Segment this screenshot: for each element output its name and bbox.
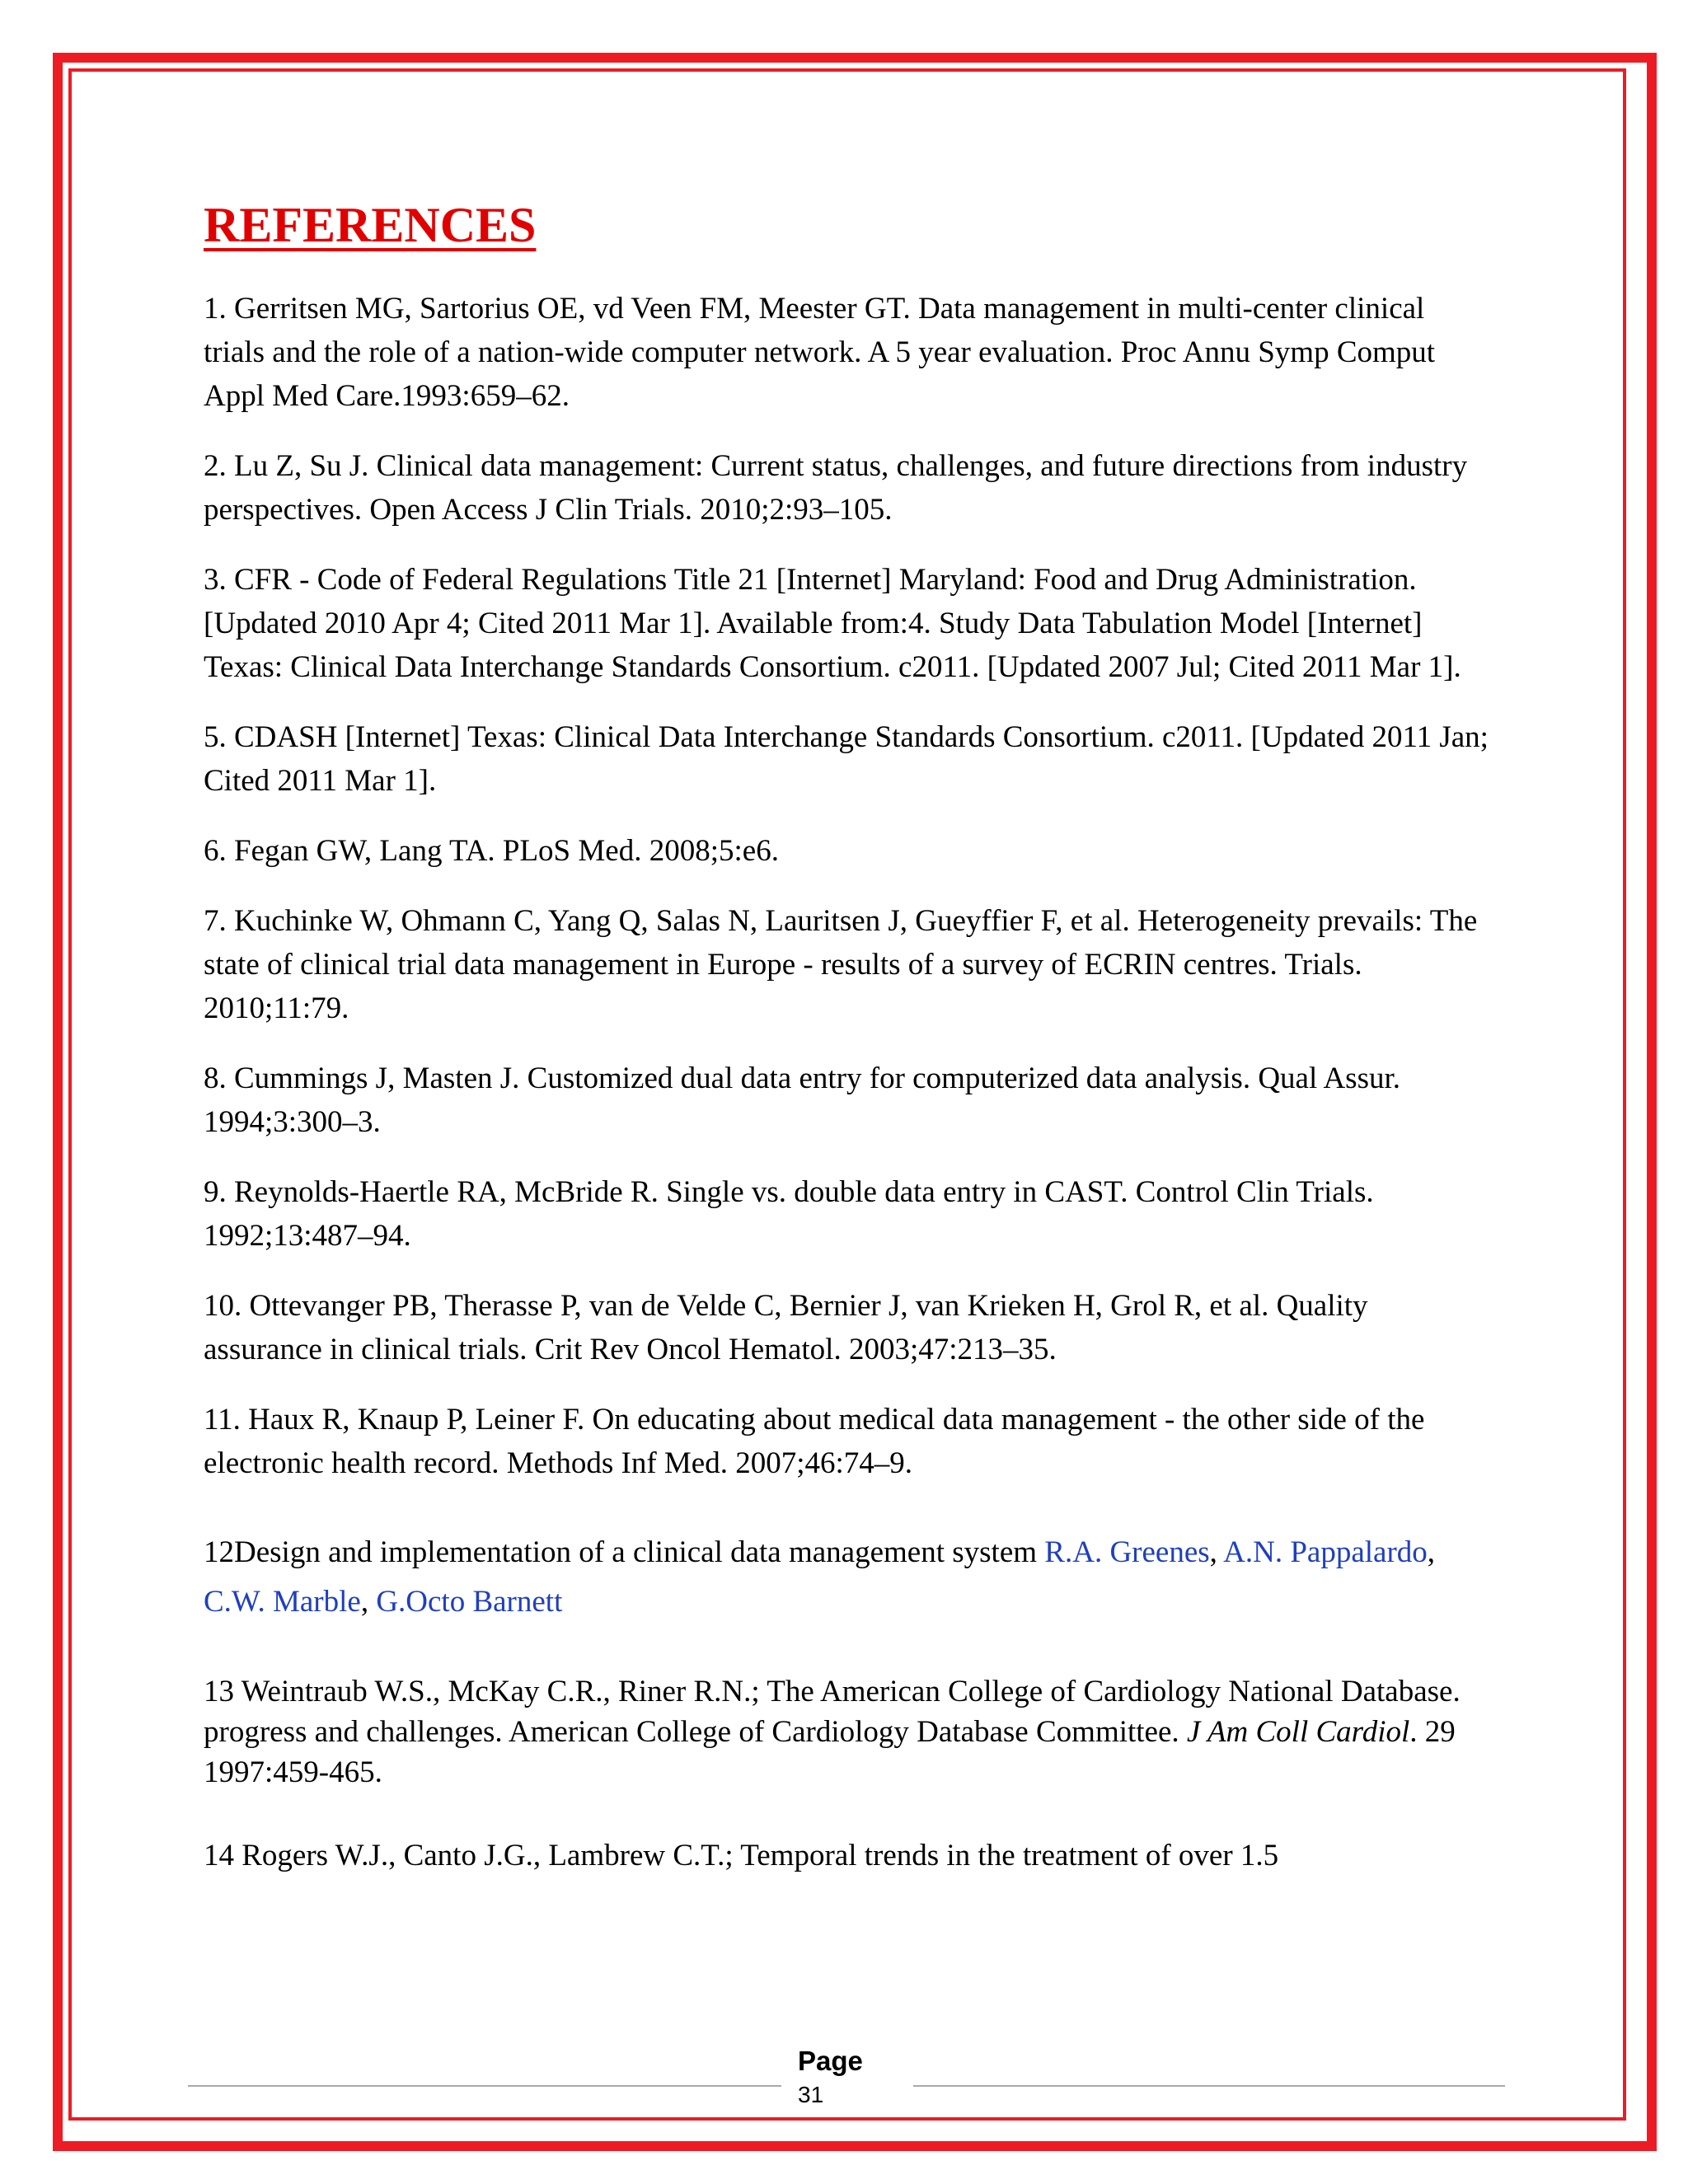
reference-item: 9. Reynolds-Haertle RA, McBride R. Single vs. double data entry in CAST. Control Clin Trials. 1992;13:487–94. [204, 1175, 1374, 1253]
author-link[interactable]: A.N. Pappalardo [1223, 1535, 1428, 1569]
reference-item-12 [204, 1528, 1489, 1627]
journal-name: J Am Coll Cardiol [1186, 1715, 1410, 1749]
references-section [204, 198, 1489, 1904]
author-link[interactable]: G.Octo Barnett [376, 1585, 563, 1619]
page-number: 31 [798, 2082, 824, 2107]
reference-item: 7. Kuchinke W, Ohmann C, Yang Q, Salas N, Lauritsen J, Gueyffier F, et al. Heterogeneity prevails: The state of clinical trial data management in Europe - results of a survey of ECRIN centres. Trials. 2010;11:79. [204, 904, 1478, 1025]
author-separator: , [360, 1585, 377, 1619]
reference-item: 8. Cummings J, Masten J. Customized dual data entry for computerized data analysis. Qual Assur. 1994;3:300–3. [204, 1062, 1400, 1139]
author-separator: , [1209, 1535, 1224, 1569]
reference-item: 5. CDASH [Internet] Texas: Clinical Data Interchange Standards Consortium. c2011. [Updated 2011 Jan; Cited 2011 Mar 1]. [204, 720, 1489, 798]
reference-item: 11. Haux R, Knaup P, Leiner F. On educating about medical data management - the other side of the electronic health record. Methods Inf Med. 2007;46:74–9. [204, 1403, 1425, 1480]
reference-item-13 [204, 1671, 1489, 1793]
author-separator: , [1427, 1535, 1436, 1569]
reference-item: 3. CFR - Code of Federal Regulations Title 21 [Internet] Maryland: Food and Drug Administration. [Updated 2010 Apr 4; Cited 2011 Mar 1]. Available from:4. Study Data Tabulation Model [Internet] Texas: Clinical Data Interchange Standards Consortium. c2011. [Updated 2007 Jul; Cited 2011 Mar 1]. [204, 563, 1461, 684]
reference-text: 13 Weintraub W.S., McKay C.R., Riner R.N.; The American College of Cardiology National Database. progress and challenges. American College of Cardiology Database Committee. [204, 1675, 1461, 1749]
page-label: Page [798, 2046, 863, 2076]
footer-rule-right [913, 2085, 1505, 2087]
reference-item: 6. Fegan GW, Lang TA. PLoS Med. 2008;5:e6. [204, 834, 779, 868]
footer-rule-left [188, 2085, 781, 2087]
reference-item-14: 14 Rogers W.J., Canto J.G., Lambrew C.T.; Temporal trends in the treatment of over 1.5 [204, 1839, 1279, 1872]
references-heading: REFERENCES [204, 198, 537, 252]
author-link[interactable]: C.W. Marble [204, 1585, 361, 1619]
page-footer [188, 2046, 1505, 2111]
reference-tail: . 29 1997:459-465. [204, 1715, 1456, 1789]
author-link[interactable]: R.A. Greenes [1044, 1535, 1210, 1569]
reference-item: 1. Gerritsen MG, Sartorius OE, vd Veen FM, Meester GT. Data management in multi-center clinical trials and the role of a nation-wide computer network. A 5 year evaluation. Proc Annu Symp Comput Appl Med Care.1993:659–62. [204, 292, 1436, 413]
reference-item: 10. Ottevanger PB, Therasse P, van de Velde C, Bernier J, van Krieken H, Grol R, et al. Quality assurance in clinical trials. Crit Rev Oncol Hematol. 2003;47:213–35. [204, 1289, 1368, 1366]
reference-item: 2. Lu Z, Su J. Clinical data management: Current status, challenges, and future directions from industry perspectives. Open Access J Clin Trials. 2010;2:93–105. [204, 449, 1468, 527]
reference-text: 12Design and implementation of a clinical data management system [204, 1535, 1045, 1569]
